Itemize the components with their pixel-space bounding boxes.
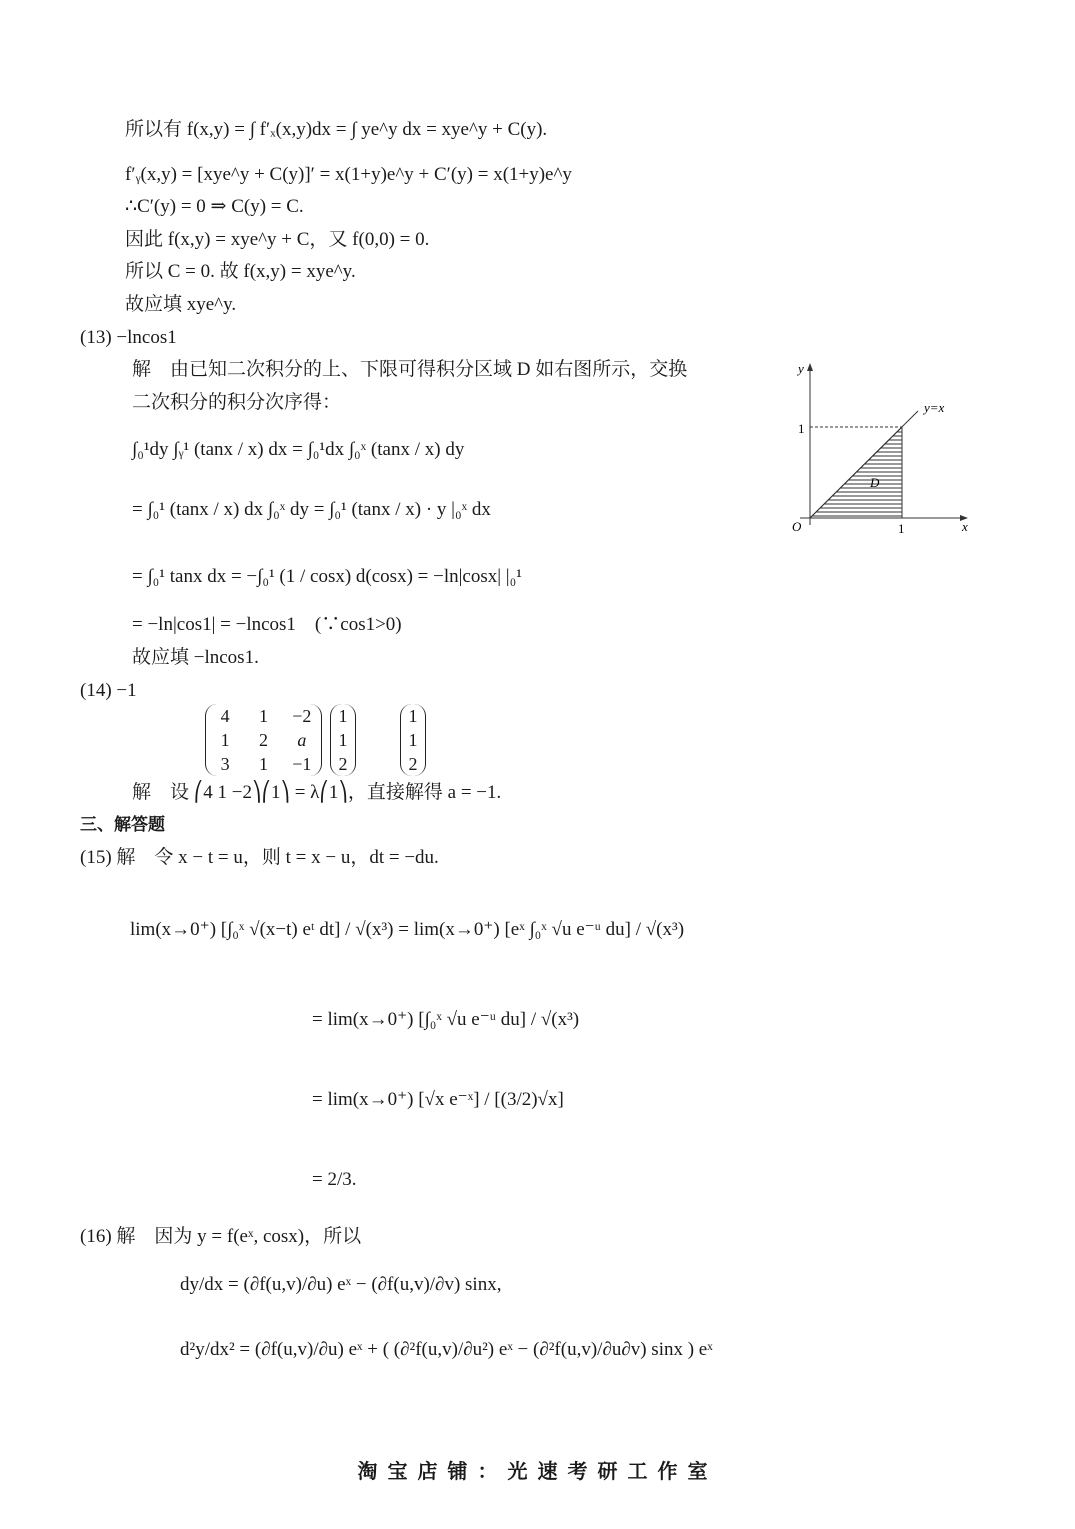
formula-line: = −ln|cos1| = −lncos1 (∵cos1>0) [132, 614, 402, 635]
vector-cell: 1 [408, 730, 418, 750]
item-15: (15) 解 令 x − t = u，则 t = x − u，dt = −du. [80, 847, 439, 868]
vector-cell: 1 [408, 706, 418, 726]
item-13-answer: (13) −lncos1 [80, 327, 177, 348]
matrix-cell: −2 [292, 706, 312, 726]
formula-line: ∫₀¹dy ∫ᵧ¹ (tanx / x) dx = ∫₀¹dx ∫₀ˣ (tanx / x) dy [132, 439, 465, 460]
formula-line: = lim(x→0⁺) [∫₀ˣ √u e⁻ᵘ du] / √(x³) [312, 1009, 580, 1030]
formula-line: = ∫₀¹ (tanx / x) dx ∫₀ˣ dy = ∫₀¹ (tanx / x) · y |₀ˣ dx [132, 499, 491, 520]
formula-line: = lim(x→0⁺) [√x e⁻ˣ] / [(3/2)√x] [312, 1089, 564, 1110]
matrix-cell: 4 [220, 706, 230, 726]
vector-cell: 1 [338, 730, 348, 750]
vector-left [330, 704, 356, 776]
line-label: y=x [924, 400, 945, 415]
matrix-cell: 1 [258, 706, 268, 726]
x-label: x [962, 519, 968, 534]
matrix-A [205, 704, 322, 776]
matrix-cell: 1 [220, 730, 230, 750]
formula-line: d²y/dx² = (∂f(u,v)/∂u) eˣ + ( (∂²f(u,v)/∂u²) eˣ − (∂²f(u,v)/∂u∂v) sinx ) eˣ [180, 1339, 713, 1360]
text-line: 所以有 f(x,y) = ∫ f′ₓ(x,y)dx = ∫ ye^y dx = xye^y + C(y). [125, 119, 548, 140]
region-label: D [870, 475, 880, 490]
text-line: 故应填 −lncos1. [132, 647, 259, 668]
text-line: 因此 f(x,y) = xye^y + C，又 f(0,0) = 0. [125, 229, 430, 250]
text-line: 所以 C = 0. 故 f(x,y) = xye^y. [125, 261, 356, 282]
matrix-equation-line: 解 设 ⎛4 1 −2⎞⎛1⎞ = λ⎛1⎞，直接解得 a = −1. [132, 782, 502, 803]
x-tick: 1 [898, 521, 905, 536]
vector-right [400, 704, 426, 776]
matrix-cell: a [297, 730, 307, 750]
text-line: 二次积分的积分次序得： [132, 392, 342, 413]
matrix-cell: 2 [258, 730, 268, 750]
vector-cell: 2 [408, 754, 418, 774]
vector-cell: 1 [338, 706, 348, 726]
matrix-cell: 3 [220, 754, 230, 774]
section-heading: 三、解答题 [80, 815, 165, 835]
region-diagram [780, 355, 980, 545]
matrix-cell: 1 [258, 754, 268, 774]
vector-cell: 2 [338, 754, 348, 774]
y-arrow-icon [807, 363, 813, 371]
text-line: ∴C′(y) = 0 ⇒ C(y) = C. [125, 196, 304, 217]
item-16: (16) 解 因为 y = f(eˣ, cosx)，所以 [80, 1226, 362, 1247]
formula-line: = ∫₀¹ tanx dx = −∫₀¹ (1 / cosx) d(cosx) = −ln|cosx| |₀¹ [132, 566, 522, 587]
formula-line: dy/dx = (∂f(u,v)/∂u) eˣ − (∂f(u,v)/∂v) sinx, [180, 1274, 502, 1295]
text-line: f′ᵧ(x,y) = [xye^y + C(y)]′ = x(1+y)e^y + C′(y) = x(1+y)e^y [125, 164, 572, 185]
matrix-cell: −1 [292, 754, 312, 774]
origin-label: O [792, 519, 802, 534]
formula-line: lim(x→0⁺) [∫₀ˣ √(x−t) eᵗ dt] / √(x³) = lim(x→0⁺) [eˣ ∫₀ˣ √u e⁻ᵘ du] / √(x³) [130, 919, 685, 940]
text-line: 解 由已知二次积分的上、下限可得积分区域 D 如右图所示，交换 [132, 359, 688, 380]
text-line: 故应填 xye^y. [125, 294, 237, 315]
y-label: y [798, 361, 804, 376]
item-14-answer: (14) −1 [80, 680, 137, 701]
footer-watermark: 淘宝店铺：光速考研工作室 [357, 1459, 718, 1483]
formula-line: = 2/3. [312, 1169, 357, 1190]
y-tick: 1 [798, 421, 805, 436]
